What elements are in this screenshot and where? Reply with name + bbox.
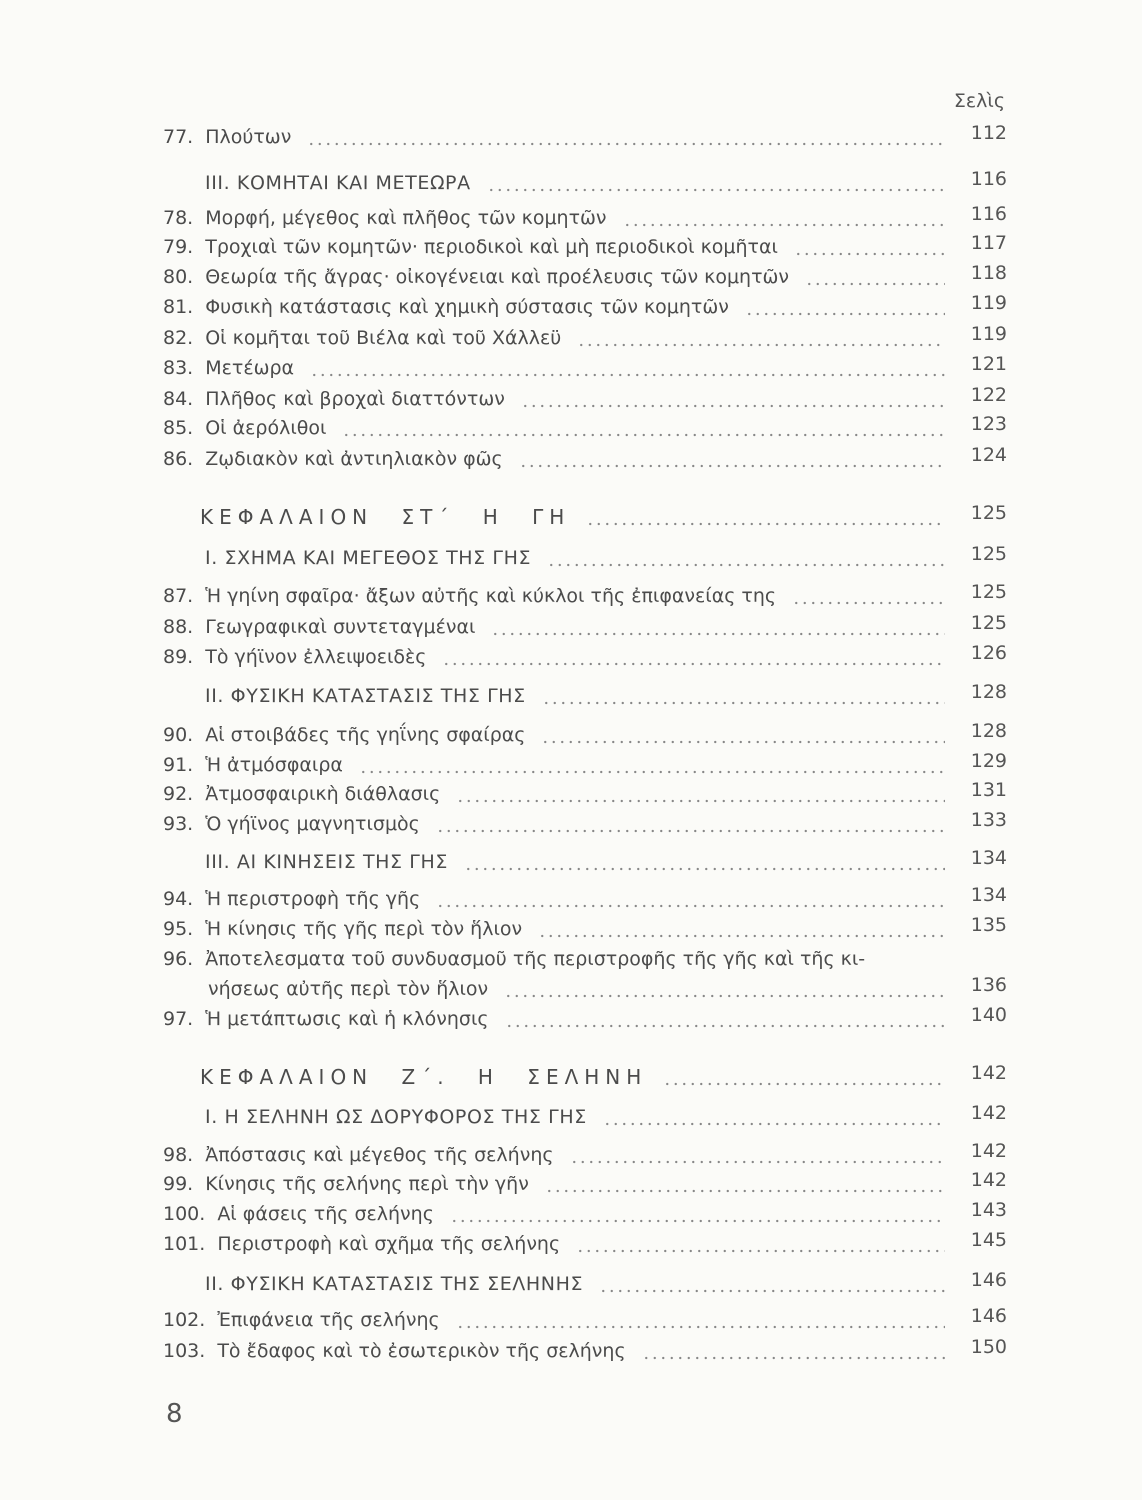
entry-number: 81. xyxy=(163,296,194,318)
entry-title: Τροχιαὶ τῶν κομητῶν· περιοδικοὶ καὶ μὴ περιοδικοὶ κομῆται xyxy=(205,236,778,258)
page-ref: 145 xyxy=(970,1229,1007,1251)
entry-number: 101. xyxy=(163,1233,206,1255)
entry-title: Οἱ ἀερόλιθοι xyxy=(205,417,327,439)
dot-leader xyxy=(519,444,945,474)
section-heading xyxy=(163,681,1007,711)
entry-title: Ἡ ἀτμόσφαιρα xyxy=(205,754,343,776)
entry-number: 94. xyxy=(163,888,194,910)
entry-number: 92. xyxy=(163,783,194,805)
page-ref: 131 xyxy=(970,779,1007,801)
toc-entry xyxy=(163,323,1007,353)
dot-leader xyxy=(547,543,945,573)
dot-leader xyxy=(538,914,945,944)
entry-title: Ἀτμοσφαιρικὴ διάθλασις xyxy=(205,783,441,805)
toc-entry xyxy=(163,779,1007,809)
dot-leader xyxy=(586,502,945,532)
section-heading xyxy=(163,543,1007,573)
page-number: 8 xyxy=(166,1399,183,1429)
page-ref: 116 xyxy=(970,168,1007,190)
entry-number: 103. xyxy=(163,1340,206,1362)
dot-leader xyxy=(436,809,945,839)
toc-entry xyxy=(163,914,1007,944)
page-ref: 125 xyxy=(970,612,1007,634)
dot-leader xyxy=(542,681,945,711)
entry-number: 102. xyxy=(163,1309,206,1331)
toc-entry xyxy=(163,353,1007,383)
entry-number: 88. xyxy=(163,616,194,638)
entry-title: Τὸ ἔδαφος καὶ τὸ ἐσωτερικὸν τῆς σελήνης xyxy=(217,1340,626,1362)
toc-entry xyxy=(163,444,1007,474)
heading-title: III. ΚΟΜΗΤΑΙ ΚΑΙ ΜΕΤΕΩΡΑ xyxy=(205,172,471,194)
toc-entry xyxy=(163,809,1007,839)
toc-entry xyxy=(163,1140,1007,1170)
toc-entry-continuation xyxy=(163,974,1007,1004)
entry-title: Μορφή, μέγεθος καὶ πλῆθος τῶν κομητῶν xyxy=(205,207,607,229)
toc-entry xyxy=(163,720,1007,750)
entry-number: 93. xyxy=(163,813,194,835)
toc-entry xyxy=(163,413,1007,443)
dot-leader xyxy=(504,974,945,1004)
page-ref: 143 xyxy=(970,1199,1007,1221)
entry-number: 83. xyxy=(163,357,194,379)
dot-leader xyxy=(603,1102,945,1132)
entry-number: 100. xyxy=(163,1203,206,1225)
entry-number: 98. xyxy=(163,1144,194,1166)
entry-title: Ἀποτελεσματα τοῦ συνδυασμοῦ τῆς περιστροφῆς τῆς γῆς καὶ τῆς κι- xyxy=(205,948,866,970)
entry-title: Κίνησις τῆς σελήνης περὶ τὴν γῆν xyxy=(205,1173,529,1195)
toc-entry xyxy=(163,750,1007,780)
page-ref: 112 xyxy=(970,122,1007,144)
toc-entry xyxy=(163,581,1007,611)
dot-leader xyxy=(792,581,945,611)
dot-leader xyxy=(663,1062,945,1092)
entry-number: 82. xyxy=(163,327,194,349)
dot-leader xyxy=(310,353,945,383)
dot-leader xyxy=(541,720,945,750)
entry-number: 97. xyxy=(163,1008,194,1030)
entry-number: 89. xyxy=(163,646,194,668)
dot-leader xyxy=(642,1336,945,1366)
toc-entry xyxy=(163,1004,1007,1034)
dot-leader xyxy=(342,413,945,443)
dot-leader xyxy=(505,1004,945,1034)
page-ref: 125 xyxy=(970,543,1007,565)
page-ref: 135 xyxy=(970,914,1007,936)
dot-leader xyxy=(456,779,945,809)
section-heading xyxy=(163,1102,1007,1132)
dot-leader xyxy=(487,168,945,198)
page-ref: 142 xyxy=(970,1140,1007,1162)
entry-number: 77. xyxy=(163,126,194,148)
heading-title: ΚΕΦΑΛΑΙΟΝ ΣΤ΄ Η ΓΗ xyxy=(200,505,571,529)
toc-entry xyxy=(163,612,1007,642)
dot-leader xyxy=(450,1199,945,1229)
page-ref: 146 xyxy=(970,1269,1007,1291)
page-ref: 134 xyxy=(970,884,1007,906)
page-ref: 124 xyxy=(970,444,1007,466)
toc-entry xyxy=(163,1229,1007,1259)
entry-number: 85. xyxy=(163,417,194,439)
page-ref: 140 xyxy=(970,1004,1007,1026)
entry-title: Αἱ φάσεις τῆς σελήνης xyxy=(217,1203,434,1225)
page-ref: 119 xyxy=(970,323,1007,345)
entry-number: 96. xyxy=(163,948,194,970)
page-ref: 119 xyxy=(970,292,1007,314)
section-heading xyxy=(163,847,1007,877)
entry-title-continuation: νήσεως αὐτῆς περὶ τὸν ἥλιον xyxy=(208,978,489,1000)
dot-leader xyxy=(456,1305,945,1335)
toc-entry xyxy=(163,884,1007,914)
dot-leader xyxy=(545,1169,945,1199)
entry-title: Πλῆθος καὶ βροχαὶ διαττόντων xyxy=(205,388,505,410)
dot-leader xyxy=(570,1140,945,1170)
entry-number: 91. xyxy=(163,754,194,776)
entry-number: 90. xyxy=(163,724,194,746)
toc-entry xyxy=(163,944,1007,974)
entry-number: 80. xyxy=(163,266,194,288)
heading-title: III. ΑΙ ΚΙΝΗΣΕΙΣ ΤΗΣ ΓΗΣ xyxy=(205,851,448,873)
page-ref: 142 xyxy=(970,1169,1007,1191)
section-heading xyxy=(163,168,1007,198)
toc-entry xyxy=(163,292,1007,322)
toc-entry xyxy=(163,1169,1007,1199)
page-ref: 126 xyxy=(970,642,1007,664)
page-ref: 125 xyxy=(970,502,1007,524)
entry-title: Ζῳδιακὸν καὶ ἀντιηλιακὸν φῶς xyxy=(205,448,503,470)
heading-title: II. ΦΥΣΙΚΗ ΚΑΤΑΣΤΑΣΙΣ ΤΗΣ ΓΗΣ xyxy=(205,685,526,707)
entry-title: Ἡ περιστροφὴ τῆς γῆς xyxy=(205,888,421,910)
page-ref: 133 xyxy=(970,809,1007,831)
page-column-label: Σελὶς xyxy=(953,90,1005,112)
chapter-heading xyxy=(163,502,1007,532)
page-ref: 117 xyxy=(970,232,1007,254)
dot-leader xyxy=(805,262,945,292)
entry-title: Μετέωρα xyxy=(205,357,295,379)
page-ref: 123 xyxy=(970,413,1007,435)
page-ref: 142 xyxy=(970,1102,1007,1124)
toc-entry xyxy=(163,262,1007,292)
entry-title: Ἡ κίνησις τῆς γῆς περὶ τὸν ἥλιον xyxy=(205,918,523,940)
entry-title: Θεωρία τῆς ἄγρας· οἰκογένειαι καὶ προέλευσις τῶν κομητῶν xyxy=(205,266,790,288)
entry-title: Αἱ στοιβάδες τῆς γηΐνης σφαίρας xyxy=(205,724,526,746)
entry-title: Τὸ γήϊνον ἐλλειψοειδὲς xyxy=(205,646,427,668)
dot-leader xyxy=(577,323,945,353)
dot-leader xyxy=(794,232,945,262)
entry-number: 78. xyxy=(163,207,194,229)
entry-number: 99. xyxy=(163,1173,194,1195)
dot-leader xyxy=(623,203,945,233)
page-ref: 116 xyxy=(970,203,1007,225)
heading-title: I. Η ΣΕΛΗΝΗ ΩΣ ΔΟΡΥΦΟΡΟΣ ΤΗΣ ΓΗΣ xyxy=(205,1106,587,1128)
page-ref: 128 xyxy=(970,720,1007,742)
heading-title: II. ΦΥΣΙΚΗ ΚΑΤΑΣΤΑΣΙΣ ΤΗΣ ΣΕΛΗΝΗΣ xyxy=(205,1273,584,1295)
toc-entry xyxy=(163,1336,1007,1366)
entry-title: Ἡ μετάπτωσις καὶ ἡ κλόνησις xyxy=(205,1008,489,1030)
chapter-heading xyxy=(163,1062,1007,1092)
page-ref: 125 xyxy=(970,581,1007,603)
page-ref: 128 xyxy=(970,681,1007,703)
page-ref: 122 xyxy=(970,384,1007,406)
entry-title: Ὁ γήϊνος μαγνητισμὸς xyxy=(205,813,420,835)
dot-leader xyxy=(464,847,945,877)
entry-title: Περιστροφὴ καὶ σχῆμα τῆς σελήνης xyxy=(217,1233,561,1255)
dot-leader xyxy=(307,122,945,152)
heading-title: ΚΕΦΑΛΑΙΟΝ Ζ΄. Η ΣΕΛΗΝΗ xyxy=(200,1065,648,1089)
entry-title: Ἐπιφάνεια τῆς σελήνης xyxy=(217,1309,440,1331)
entry-number: 87. xyxy=(163,585,194,607)
dot-leader xyxy=(442,642,945,672)
page-ref: 150 xyxy=(970,1336,1007,1358)
dot-leader xyxy=(491,612,945,642)
entry-number: 84. xyxy=(163,388,194,410)
heading-title: I. ΣΧΗΜΑ ΚΑΙ ΜΕΓΕΘΟΣ ΤΗΣ ΓΗΣ xyxy=(205,547,532,569)
dot-leader xyxy=(576,1229,945,1259)
page-ref: 146 xyxy=(970,1305,1007,1327)
page-ref: 129 xyxy=(970,750,1007,772)
page-ref: 136 xyxy=(970,974,1007,996)
dot-leader xyxy=(599,1269,945,1299)
entry-title: Γεωγραφικαὶ συντεταγμέναι xyxy=(205,616,476,638)
page-ref: 118 xyxy=(970,262,1007,284)
entry-title: Οἱ κομῆται τοῦ Βιέλα καὶ τοῦ Χάλλεϋ xyxy=(205,327,562,349)
entry-title: Ἡ γηίνη σφαῖρα· ἄξων αὐτῆς καὶ κύκλοι τῆς ἐπιφανείας της xyxy=(205,585,777,607)
page-ref: 121 xyxy=(970,353,1007,375)
toc-entry xyxy=(163,122,1007,152)
toc-entry xyxy=(163,1199,1007,1229)
dot-leader xyxy=(521,384,945,414)
toc-entry xyxy=(163,203,1007,233)
page-ref: 142 xyxy=(970,1062,1007,1084)
entry-title: Πλούτων xyxy=(205,126,292,148)
page-ref: 134 xyxy=(970,847,1007,869)
dot-leader xyxy=(745,292,945,322)
entry-number: 86. xyxy=(163,448,194,470)
section-heading xyxy=(163,1269,1007,1299)
entry-title: Ἀπόστασις καὶ μέγεθος τῆς σελήνης xyxy=(205,1144,554,1166)
entry-number: 79. xyxy=(163,236,194,258)
toc-entry xyxy=(163,384,1007,414)
entry-number: 95. xyxy=(163,918,194,940)
toc-entry xyxy=(163,642,1007,672)
entry-title: Φυσικὴ κατάστασις καὶ χημικὴ σύστασις τῶν κομητῶν xyxy=(205,296,729,318)
toc-entry xyxy=(163,1305,1007,1335)
dot-leader xyxy=(359,750,945,780)
toc-entry xyxy=(163,232,1007,262)
dot-leader xyxy=(436,884,945,914)
